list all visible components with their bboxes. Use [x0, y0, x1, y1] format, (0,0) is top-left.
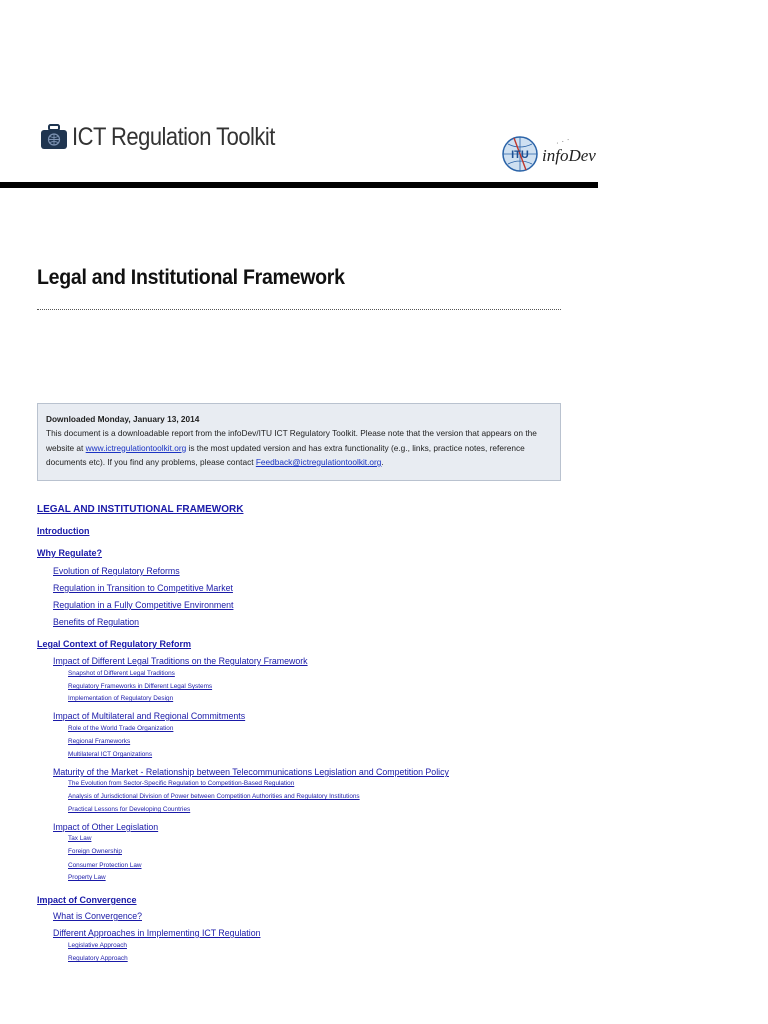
toc-link[interactable]: Why Regulate?: [37, 548, 103, 558]
toc-link[interactable]: Benefits of Regulation: [53, 617, 140, 627]
header-divider: [0, 182, 598, 188]
toc-link[interactable]: Snapshot of Different Legal Traditions: [68, 670, 175, 677]
toc-link[interactable]: Impact of Convergence: [37, 895, 137, 905]
toc-link[interactable]: Consumer Protection Law: [68, 862, 142, 869]
toc-link[interactable]: Regulatory Approach: [68, 955, 128, 962]
toc-link[interactable]: Legislative Approach: [68, 942, 127, 949]
partner-logos: [500, 134, 596, 174]
download-notice: [37, 403, 561, 481]
notice-body: This document is a downloadable report from the infoDev/ITU ICT Regulatory Toolkit. Please note that the version that appears on the website at www.ictregulationtoolkit.org is the most updated version and has extra functionality (e.g., links, practice notes, reference documents etc). If you find any problems, please contact Feedback@ictregulationtoolkit.org.: [46, 428, 537, 467]
toc-link[interactable]: Different Approaches in Implementing ICT Regulation: [53, 928, 261, 938]
document-title: Legal and Institutional Framework: [37, 266, 345, 289]
page-header: [0, 0, 768, 192]
toc-link[interactable]: Regulatory Frameworks in Different Legal Systems: [68, 683, 213, 690]
download-date: Downloaded Monday, January 13, 2014: [46, 414, 200, 424]
toc-link[interactable]: The Evolution from Sector-Specific Regulation to Competition-Based Regulation: [68, 780, 295, 787]
toc-link[interactable]: Multilateral ICT Organizations: [68, 751, 153, 758]
svg-text:ITU: ITU: [511, 149, 529, 161]
toc-link[interactable]: Impact of Other Legislation: [53, 822, 159, 832]
toc-link[interactable]: Impact of Different Legal Traditions on the Regulatory Framework: [53, 656, 308, 666]
toc-link[interactable]: Practical Lessons for Developing Countries: [68, 806, 191, 813]
title-dotted-divider: [37, 309, 561, 310]
toc-link[interactable]: Analysis of Jurisdictional Division of Power between Competition Authorities and Regulatory Institutions: [68, 793, 360, 800]
toc-link[interactable]: Legal Context of Regulatory Reform: [37, 639, 192, 649]
toc-link[interactable]: Regulation in Transition to Competitive Market: [53, 583, 233, 593]
itu-logo-icon: [500, 134, 540, 174]
toc-link[interactable]: Maturity of the Market - Relationship between Telecommunications Legislation and Competition Policy: [53, 767, 449, 777]
infodev-dots-icon: ⠄⠂⠁: [556, 140, 573, 146]
toc-link[interactable]: LEGAL AND INSTITUTIONAL FRAMEWORK: [37, 504, 244, 515]
toc-link[interactable]: Role of the World Trade Organization: [68, 725, 174, 732]
feedback-email-link[interactable]: Feedback@ictregulationtoolkit.org: [255, 456, 382, 467]
toc-link[interactable]: Implementation of Regulatory Design: [68, 695, 174, 702]
toc-link[interactable]: Regional Frameworks: [68, 738, 131, 745]
logo-text: ICT Regulation Toolkit: [72, 122, 275, 151]
infodev-logo: infoDev: [542, 146, 596, 165]
toc-link[interactable]: Evolution of Regulatory Reforms: [53, 566, 180, 576]
toolkit-logo: [40, 124, 302, 150]
briefcase-icon: [40, 124, 68, 150]
website-link[interactable]: www.ictregulationtoolkit.org: [85, 442, 187, 453]
toc-link[interactable]: Property Law: [68, 874, 106, 881]
toc-link[interactable]: What is Convergence?: [53, 911, 142, 921]
toc-link[interactable]: Introduction: [37, 526, 90, 536]
toc-link[interactable]: Tax Law: [68, 835, 92, 842]
toc-link[interactable]: Impact of Multilateral and Regional Commitments: [53, 711, 246, 721]
toc-link[interactable]: Foreign Ownership: [68, 848, 122, 855]
toc-link[interactable]: Regulation in a Fully Competitive Environment: [53, 600, 234, 610]
